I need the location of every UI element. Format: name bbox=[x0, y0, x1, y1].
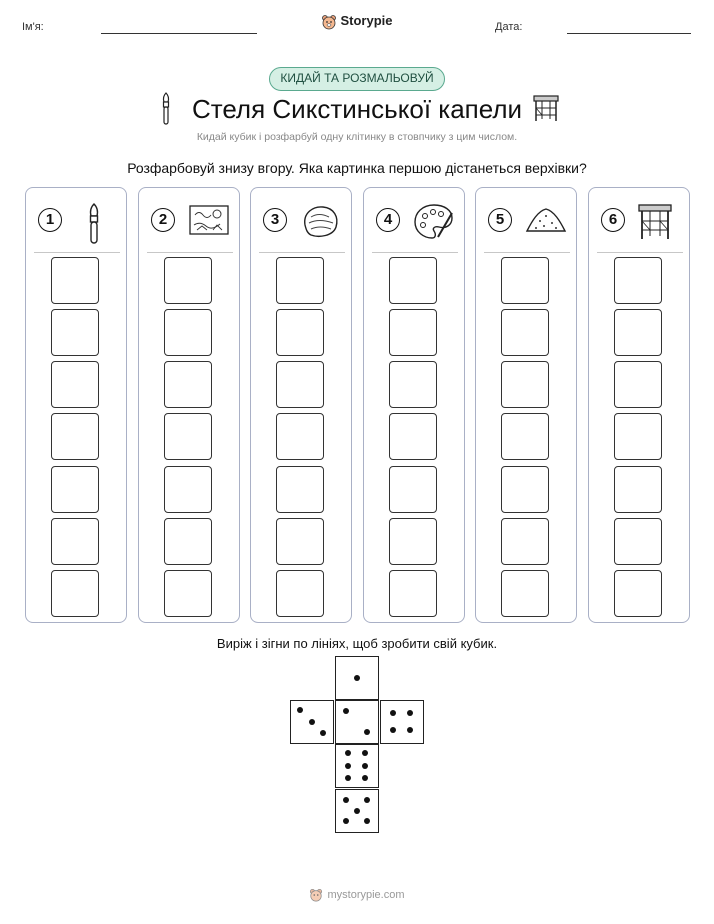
die-pip bbox=[343, 818, 349, 824]
color-cell[interactable] bbox=[614, 309, 662, 356]
column-5 bbox=[475, 187, 577, 623]
die-pip bbox=[407, 710, 413, 716]
die-pip bbox=[354, 675, 360, 681]
color-cell[interactable] bbox=[389, 361, 437, 408]
color-cell[interactable] bbox=[164, 466, 212, 513]
column-header bbox=[34, 200, 120, 253]
color-cell[interactable] bbox=[614, 518, 662, 565]
color-cell[interactable] bbox=[614, 361, 662, 408]
die-pip bbox=[343, 797, 349, 803]
color-cell[interactable] bbox=[51, 361, 99, 408]
color-cell[interactable] bbox=[389, 570, 437, 617]
color-cell[interactable] bbox=[51, 518, 99, 565]
color-cell[interactable] bbox=[51, 257, 99, 304]
column-number: 3 bbox=[263, 208, 287, 232]
column-number: 1 bbox=[38, 208, 62, 232]
die-pip bbox=[354, 808, 360, 814]
color-cell[interactable] bbox=[164, 309, 212, 356]
color-cell[interactable] bbox=[501, 570, 549, 617]
name-line[interactable] bbox=[101, 33, 257, 34]
die-pip bbox=[364, 729, 370, 735]
color-cell[interactable] bbox=[276, 413, 324, 460]
color-cell[interactable] bbox=[501, 466, 549, 513]
die-face-3 bbox=[290, 700, 334, 744]
color-cell[interactable] bbox=[501, 257, 549, 304]
color-cell[interactable] bbox=[614, 257, 662, 304]
bear-icon bbox=[309, 888, 323, 902]
column-number: 4 bbox=[376, 208, 400, 232]
color-cell[interactable] bbox=[389, 518, 437, 565]
color-cell[interactable] bbox=[164, 413, 212, 460]
color-cell[interactable] bbox=[51, 570, 99, 617]
palette-icon bbox=[412, 201, 456, 248]
column-number: 2 bbox=[151, 208, 175, 232]
instruction-text: Розфарбовуй знизу вгору. Яка картинка першою дістанеться верхівки? bbox=[127, 160, 587, 176]
column-header bbox=[484, 200, 570, 253]
cut-instruction: Виріж і зігни по лініях, щоб зробити свій кубик. bbox=[216, 636, 498, 651]
die-pip bbox=[345, 750, 351, 756]
color-cell[interactable] bbox=[164, 361, 212, 408]
column-6 bbox=[588, 187, 690, 623]
die-face-2 bbox=[335, 700, 379, 744]
fresco-sketch-icon bbox=[187, 201, 231, 246]
color-cell[interactable] bbox=[389, 413, 437, 460]
color-cell[interactable] bbox=[276, 570, 324, 617]
brand-logo bbox=[0, 13, 714, 30]
color-cell[interactable] bbox=[164, 518, 212, 565]
die-pip bbox=[345, 775, 351, 781]
color-cell[interactable] bbox=[164, 257, 212, 304]
footer-url: mystorypie.com bbox=[327, 888, 405, 901]
footer bbox=[0, 888, 714, 902]
brand-name: Storypie bbox=[340, 13, 393, 28]
die-pip bbox=[345, 763, 351, 769]
color-cell[interactable] bbox=[51, 466, 99, 513]
die-pip bbox=[364, 797, 370, 803]
bear-icon bbox=[321, 14, 337, 30]
color-cell[interactable] bbox=[501, 309, 549, 356]
die-pip bbox=[362, 763, 368, 769]
column-3 bbox=[250, 187, 352, 623]
color-cell[interactable] bbox=[276, 257, 324, 304]
color-cell[interactable] bbox=[276, 518, 324, 565]
date-line[interactable] bbox=[567, 33, 691, 34]
color-cell[interactable] bbox=[276, 466, 324, 513]
color-cell[interactable] bbox=[276, 309, 324, 356]
scaffold-icon bbox=[532, 93, 560, 123]
color-cell[interactable] bbox=[389, 309, 437, 356]
color-cell[interactable] bbox=[389, 257, 437, 304]
color-cell[interactable] bbox=[501, 518, 549, 565]
color-cell[interactable] bbox=[389, 466, 437, 513]
die-pip bbox=[390, 710, 396, 716]
die-pip bbox=[320, 730, 326, 736]
die-face-4 bbox=[380, 700, 424, 744]
column-header bbox=[597, 200, 683, 253]
color-cell[interactable] bbox=[614, 413, 662, 460]
column-4 bbox=[363, 187, 465, 623]
column-header bbox=[372, 200, 458, 253]
column-2 bbox=[138, 187, 240, 623]
column-number: 5 bbox=[488, 208, 512, 232]
column-number: 6 bbox=[601, 208, 625, 232]
die-pip bbox=[362, 750, 368, 756]
die-pip bbox=[407, 727, 413, 733]
die-face-5 bbox=[335, 789, 379, 833]
activity-badge: КИДАЙ ТА РОЗМАЛЬОВУЙ bbox=[269, 67, 445, 91]
color-cell[interactable] bbox=[501, 361, 549, 408]
plaster-lump-icon bbox=[299, 201, 341, 246]
date-label: Дата: bbox=[495, 21, 523, 33]
color-cell[interactable] bbox=[51, 413, 99, 460]
die-face-1 bbox=[335, 656, 379, 700]
column-header bbox=[259, 200, 345, 253]
color-cell[interactable] bbox=[164, 570, 212, 617]
column-1 bbox=[25, 187, 127, 623]
color-cell[interactable] bbox=[614, 570, 662, 617]
paintbrush-icon bbox=[158, 92, 174, 126]
subtitle: Кидай кубик і розфарбуй одну клітинку в стовпчику з цим числом. bbox=[196, 131, 518, 143]
color-cell[interactable] bbox=[51, 309, 99, 356]
die-pip bbox=[309, 719, 315, 725]
color-cell[interactable] bbox=[614, 466, 662, 513]
column-header bbox=[147, 200, 233, 253]
die-pip bbox=[343, 708, 349, 714]
paintbrush-icon bbox=[74, 201, 114, 250]
die-face-6 bbox=[335, 744, 379, 788]
name-label: Ім'я: bbox=[22, 21, 44, 33]
scaffold-icon bbox=[637, 201, 673, 246]
die-pip bbox=[390, 727, 396, 733]
page-title: Стеля Сикстинської капели bbox=[191, 94, 523, 124]
color-cell[interactable] bbox=[276, 361, 324, 408]
die-pip bbox=[364, 818, 370, 824]
die-pip bbox=[362, 775, 368, 781]
pigment-pile-icon bbox=[524, 201, 568, 242]
color-cell[interactable] bbox=[501, 413, 549, 460]
die-pip bbox=[297, 707, 303, 713]
